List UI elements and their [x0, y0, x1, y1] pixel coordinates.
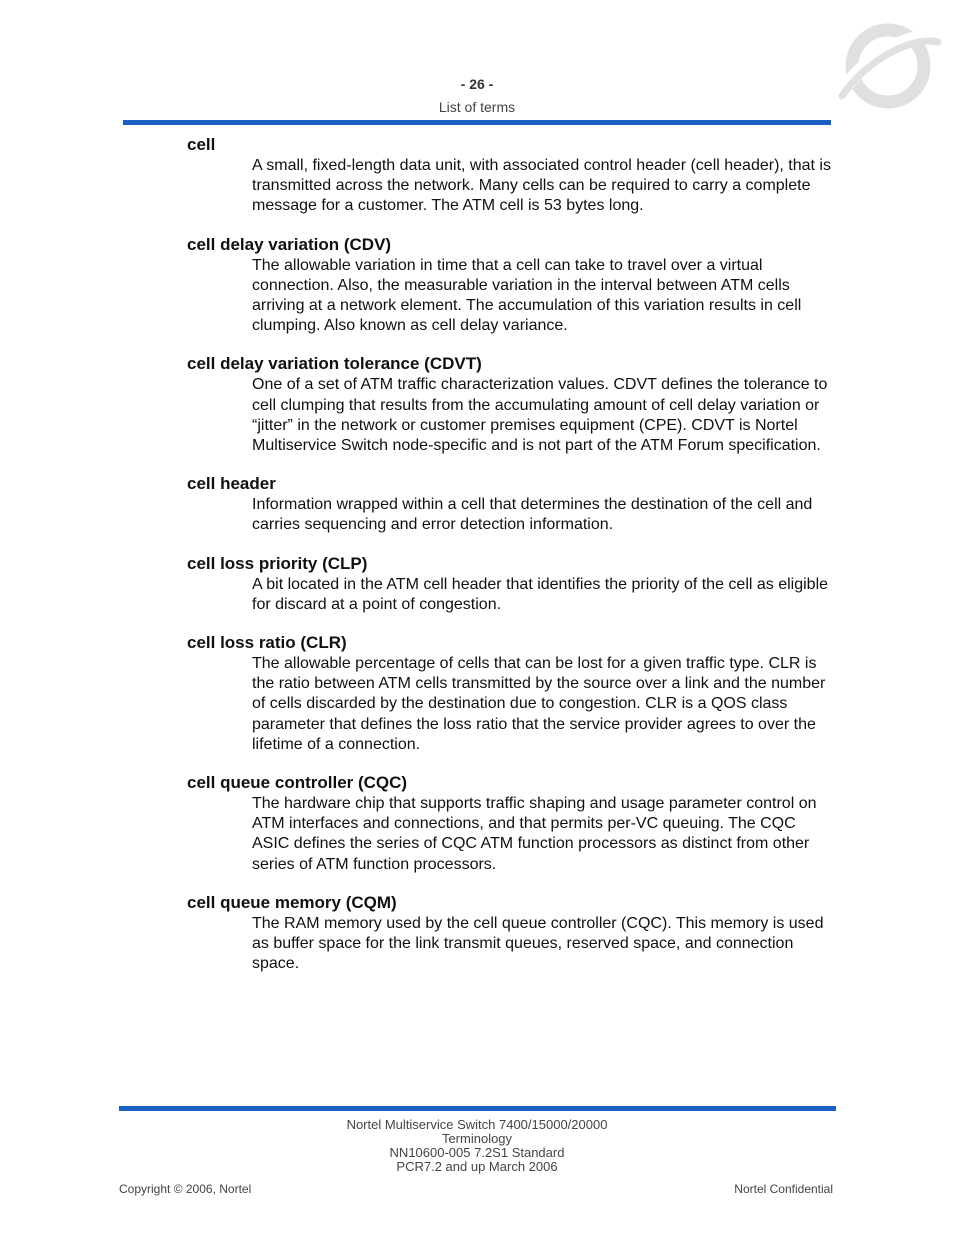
entry-term: cell loss priority (CLP) [187, 553, 368, 573]
nortel-globe-logo-icon [834, 14, 946, 114]
glossary-entry [187, 134, 832, 217]
footer-product-line: Nortel Multiservice Switch 7400/15000/20000 [346, 1117, 608, 1132]
glossary-entry [187, 632, 832, 755]
glossary-entry [187, 553, 832, 615]
section-title: List of terms [438, 99, 516, 115]
glossary-entries [187, 134, 832, 991]
entry-definition: The hardware chip that supports traffic shaping and usage parameter control on ATM interfaces and connections, and that permits per-VC queuing. The CQC ASIC defines the series of CQC ATM function processors as distinct from other series of ATM function processors. [252, 795, 817, 873]
entry-definition: The allowable variation in time that a cell can take to travel over a virtual connection. Also, the measurable variation in the interval between ATM cells arriving at a network element. The accumulation of this variation results in cell clumping. Also known as cell delay variance. [252, 256, 802, 335]
entry-term: cell queue controller (CQC) [187, 773, 408, 793]
entry-definition: A small, fixed-length data unit, with associated control header (cell header), that is transmitted across the network. Many cells can be required to carry a complete message for a customer. The ATM cell is 53 bytes long. [252, 157, 831, 215]
entry-term: cell [187, 135, 216, 154]
glossary-entry [187, 353, 832, 456]
glossary-entry [187, 473, 832, 535]
entry-definition: Information wrapped within a cell that determines the destination of the cell and carries sequencing and error detection information. [252, 496, 813, 534]
glossary-entry [187, 234, 832, 337]
entry-term: cell queue memory (CQM) [187, 892, 397, 912]
top-rule [123, 120, 831, 125]
footer-release-date: PCR7.2 and up March 2006 [396, 1159, 558, 1174]
entry-term: cell delay variation tolerance (CDVT) [187, 354, 482, 374]
entry-term: cell delay variation (CDV) [187, 234, 392, 254]
entry-term: cell loss ratio (CLR) [187, 633, 347, 653]
entry-term: cell header [187, 474, 276, 494]
footer-doc-title: Terminology [441, 1131, 513, 1146]
bottom-rule [119, 1106, 836, 1111]
footer-confidential: Nortel Confidential [734, 1182, 833, 1196]
footer-copyright: Copyright © 2006, Nortel [119, 1182, 252, 1196]
entry-definition: A bit located in the ATM cell header that identifies the priority of the cell as eligible for discard at a point of congestion. [252, 575, 829, 613]
page-number: - 26 - [460, 76, 494, 92]
footer-doc-info [0, 1118, 954, 1174]
glossary-entry [187, 892, 832, 975]
entry-definition: One of a set of ATM traffic characterization values. CDVT defines the tolerance to cell clumping that results from the accumulating amount of cell delay variation or “jitter” in the network or customer premises equipment (CPE). CDVT is Nortel Multiservice Switch node-specific and is not part of the ATM Forum specification. [252, 376, 828, 455]
entry-definition: The allowable percentage of cells that can be lost for a given traffic type. CLR is the ratio between ATM cells transmitted by the source over a link and the number of cells discarded by the destination due to congestion. CLR is a QOS class parameter that defines the loss ratio that the service provider agrees to over the lifetime of a connection. [252, 655, 826, 753]
entry-definition: The RAM memory used by the cell queue controller (CQC). This memory is used as buffer space for the link transmit queues, reserved space, and connection space. [252, 914, 824, 973]
glossary-entry [187, 772, 832, 875]
footer-doc-number: NN10600-005 7.2S1 Standard [389, 1145, 565, 1160]
